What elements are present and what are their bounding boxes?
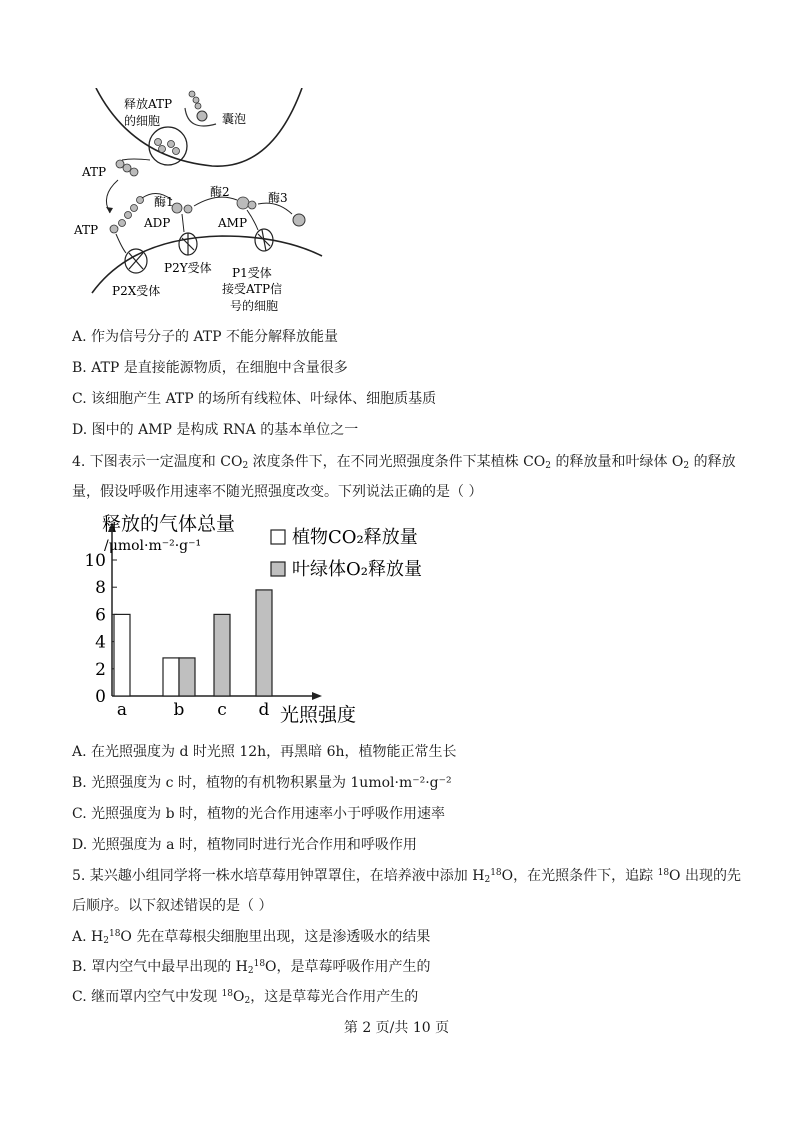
- y-axis-title: 释放的气体总量: [102, 513, 236, 535]
- option-letter: A.: [72, 929, 87, 945]
- label-amp: AMP: [218, 216, 248, 230]
- q4-sub: 2: [683, 461, 690, 471]
- option-letter: D.: [72, 837, 88, 853]
- x-tick-label: b: [173, 700, 185, 720]
- q4-sub: 2: [545, 461, 552, 471]
- q4-text: 浓度条件下，在不同光照强度条件下某植株 CO: [248, 454, 546, 470]
- option-letter: C.: [72, 989, 87, 1005]
- option-letter: B.: [72, 959, 87, 975]
- arrow-atp-p2x: [116, 234, 126, 253]
- bar-o2: [214, 614, 230, 696]
- option-text: 继而罩内空气中发现: [86, 989, 222, 1005]
- q4-stem-line1: [72, 451, 736, 471]
- legend-label-co2: 植物CO₂释放量: [292, 527, 418, 548]
- label-receive-cell-1: 接受ATP信: [222, 282, 283, 296]
- q5-stem-line2: 后顺序。以下叙述错误的是（ ）: [72, 898, 273, 914]
- option-letter: B.: [72, 360, 87, 376]
- y-tick-label: 4: [95, 632, 106, 653]
- legend-swatch-o2: [271, 562, 285, 576]
- atp-chain-left: [110, 197, 144, 234]
- vesicle-circle: [197, 111, 207, 121]
- option-text: 光照强度为 c 时，植物的有机物积累量为 1umol·m⁻²·g⁻²: [91, 775, 452, 791]
- arrow-release: [122, 159, 150, 160]
- arrow-adp: [182, 214, 184, 232]
- page-footer: 第 2 页/共 10 页: [343, 1020, 450, 1036]
- label-release-cell-1: 释放ATP: [124, 97, 173, 111]
- x-tick-label: a: [116, 700, 128, 720]
- y-axis-unit: /μmol·m⁻²·g⁻¹: [104, 538, 202, 554]
- arrow-head: [106, 207, 113, 213]
- label-vesicle: 囊泡: [222, 112, 247, 126]
- q4-option-c: [72, 803, 445, 823]
- amp-molecule: [237, 197, 256, 209]
- label-enzyme3: 酶3: [268, 191, 288, 205]
- option-text: 作为信号分子的 ATP 不能分解释放能量: [91, 329, 339, 345]
- q4-sub: 2: [242, 461, 249, 471]
- option-text: O: [233, 989, 245, 1005]
- label-p2x: P2X受体: [112, 284, 161, 298]
- q5-text: O，在光照条件下，追踪: [501, 868, 658, 884]
- option-letter: A.: [72, 744, 87, 760]
- option-sub: 2: [244, 996, 251, 1006]
- label-enzyme2: 酶2: [210, 185, 230, 199]
- gas-release-bar-chart: [84, 508, 444, 730]
- p2x-receptor: [125, 249, 147, 273]
- y-tick-label: 6: [95, 605, 106, 626]
- q5-option-a: [72, 926, 430, 946]
- x-axis-title: 光照强度: [280, 704, 357, 726]
- arrow-amp: [247, 210, 258, 230]
- bar-o2: [179, 658, 195, 696]
- label-enzyme1: 酶1: [154, 195, 174, 209]
- option-sup: 18: [253, 959, 266, 969]
- y-tick-label: 10: [84, 551, 106, 571]
- option-sub: 2: [247, 966, 254, 976]
- q4-option-a: [72, 741, 457, 761]
- vesicle-atp-chain: [189, 91, 201, 109]
- label-p2y: P2Y受体: [164, 261, 212, 275]
- option-text: O 先在草莓根尖细胞里出现，这是渗透吸水的结果: [120, 929, 431, 945]
- option-text: ，这是草莓光合作用产生的: [250, 989, 419, 1005]
- option-text: 在光照强度为 d 时光照 12h，再黑暗 6h，植物能正常生长: [91, 744, 457, 760]
- adp-molecule: [172, 203, 192, 213]
- q4-text: 4. 下图表示一定温度和 CO: [72, 454, 243, 470]
- option-text: 图中的 AMP 是构成 RNA 的基本单位之一: [91, 422, 359, 438]
- q5-sup: 18: [657, 868, 670, 878]
- bar-o2: [256, 590, 272, 696]
- q4-stem-line2: 量，假设呼吸作用速率不随光照强度改变。下列说法正确的是（ ）: [72, 484, 483, 500]
- q3-option-c: [72, 388, 436, 408]
- q5-sup: 18: [490, 868, 502, 878]
- q4-option-b: [72, 772, 452, 792]
- option-text: 光照强度为 a 时，植物同时进行光合作用和呼吸作用: [91, 837, 417, 853]
- q5-sub: 2: [484, 875, 491, 885]
- option-sub: 2: [103, 936, 109, 946]
- q3-option-d: [72, 419, 358, 439]
- option-sup: 18: [221, 989, 234, 999]
- q3-option-b: [72, 357, 348, 377]
- label-p1: P1受体: [232, 266, 272, 280]
- option-letter: A.: [72, 329, 87, 345]
- label-adp: ADP: [144, 216, 171, 230]
- option-letter: C.: [72, 391, 87, 407]
- option-text: 该细胞产生 ATP 的场所有线粒体、叶绿体、细胞质基质: [91, 391, 437, 407]
- q5-option-b: [72, 956, 431, 976]
- q5-option-c: [72, 986, 418, 1006]
- adenosine: [293, 214, 305, 226]
- option-text: O，是草莓呼吸作用产生的: [265, 959, 431, 975]
- label-release-cell-2: 的细胞: [124, 114, 161, 128]
- q4-text: 的释放量和叶绿体 O: [551, 454, 684, 470]
- label-receive-cell-2: 号的细胞: [230, 299, 279, 313]
- option-text: ATP 是直接能源物质，在细胞中含量很多: [91, 360, 348, 376]
- label-atp-top: ATP: [82, 165, 107, 179]
- x-axis-arrow: [312, 692, 322, 700]
- q5-text: O 出现的先: [669, 868, 741, 884]
- legend-swatch-co2: [271, 530, 285, 544]
- q4-option-d: [72, 834, 417, 854]
- y-tick-label: 8: [95, 578, 106, 599]
- option-letter: D.: [72, 422, 88, 438]
- x-tick-label: d: [258, 700, 270, 720]
- atp-signaling-diagram: [72, 88, 332, 320]
- option-text: 光照强度为 b 时，植物的光合作用速率小于呼吸作用速率: [91, 806, 445, 822]
- q5-stem-line1: [72, 865, 741, 885]
- p2y-receptor: [179, 233, 197, 255]
- bar-co2: [163, 658, 179, 696]
- option-letter: B.: [72, 775, 87, 791]
- option-letter: C.: [72, 806, 87, 822]
- option-text: H: [86, 929, 104, 945]
- x-tick-label: c: [217, 700, 227, 720]
- y-tick-label: 2: [95, 659, 106, 680]
- label-atp-left: ATP: [74, 223, 99, 237]
- bar-co2: [114, 614, 130, 696]
- y-tick-label: 0: [95, 687, 106, 707]
- q5-text: 5. 某兴趣小组同学将一株水培草莓用钟罩罩住，在培养液中添加 H: [72, 868, 485, 884]
- option-sup: 18: [108, 929, 121, 939]
- option-text: 罩内空气中最早出现的 H: [86, 959, 248, 975]
- q4-text: 的释放: [689, 454, 736, 470]
- q3-option-a: [72, 326, 338, 346]
- legend-label-o2: 叶绿体O₂释放量: [292, 559, 422, 580]
